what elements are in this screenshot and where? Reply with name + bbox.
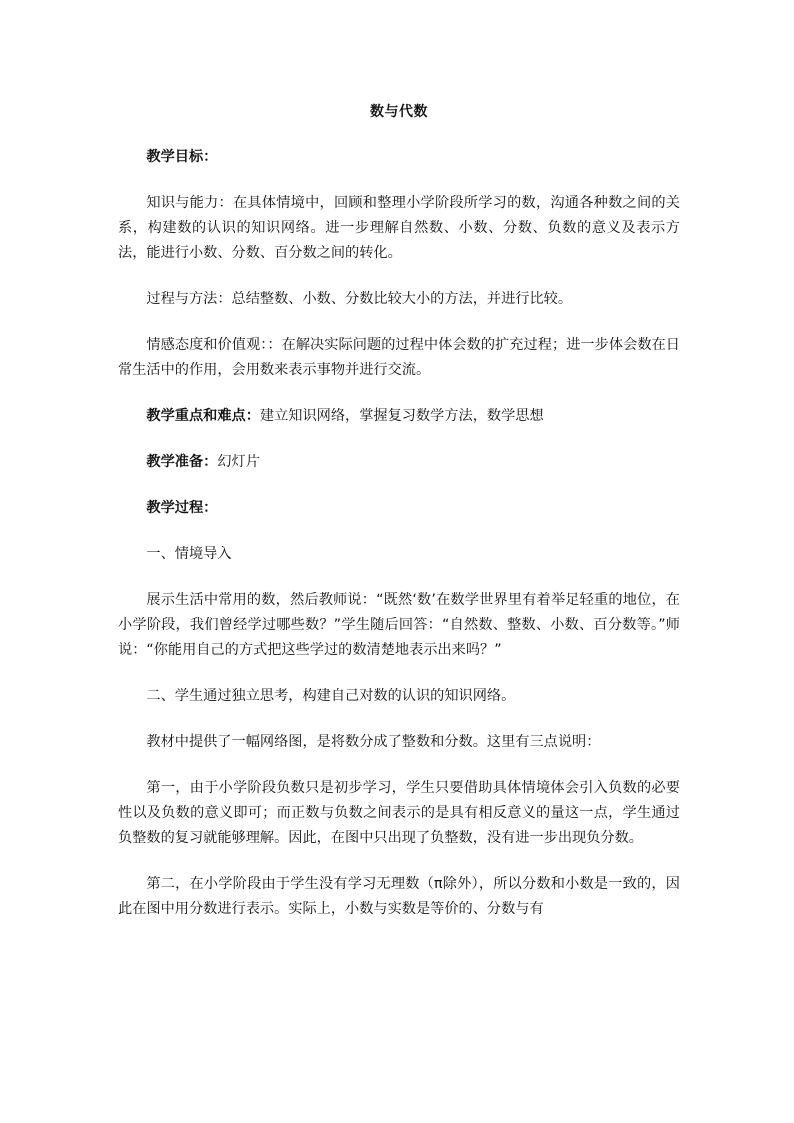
step-two-heading: 二、学生通过独立思考，构建自己对数的认识的知识网络。 <box>146 688 516 704</box>
preparation-text: 幻灯片 <box>217 454 260 470</box>
step-one-heading: 一、情境导入 <box>146 546 232 562</box>
note-one: 第一，由于小学阶段负数只是初步学习，学生只要借助具体情境体会引入负数的必要性以及负数的意义即可；而正数与负数之间表示的是具有相反意义的量这一点，学生通过负整数的复习就能够理解。因此，在图中只出现了负整数，没有进一步出现负分数。 <box>118 780 680 846</box>
preparation-paragraph <box>118 450 680 475</box>
note-two: 第二，在小学阶段由于学生没有学习无理数（π除外），所以分数和小数是一致的，因此在图中用分数进行表示。实际上，小数与实数是等价的、分数与有 <box>118 876 680 917</box>
key-points-text: 建立知识网络，掌握复习数学方法，数学思想 <box>259 408 544 424</box>
emotion-objective: 情感态度和价值观：：在解决实际问题的过程中体会数的扩充过程；进一步体会数在日常生活中的作用，会用数来表示事物并进行交流。 <box>118 337 680 378</box>
key-points-paragraph <box>118 404 680 429</box>
process-objective: 过程与方法：总结整数、小数、分数比较大小的方法，并进行比较。 <box>146 291 573 307</box>
document-title: 数与代数 <box>370 104 428 120</box>
knowledge-objective: 知识与能力：在具体情境中，回顾和整理小学阶段所学习的数，沟通各种数之间的关系，构建数的认识的知识网络。进一步理解自然数、小数、分数、负数的意义及表示方法，能进行小数、分数、百分数之间的转化。 <box>118 195 680 261</box>
preparation-label: 教学准备： <box>146 454 218 470</box>
step-one-body: 展示生活中常用的数，然后教师说：“既然‘数’在数学世界里有着举足轻重的地位，在小学阶段，我们曾经学过哪些数？”学生随后回答：“自然数、整数、小数、百分数等。”师说：“你能用自己的方式把这些学过的数清楚地表示出来吗？” <box>118 592 680 658</box>
step-two-body: 教材中提供了一幅网络图，是将数分成了整数和分数。这里有三点说明： <box>146 734 601 750</box>
document-body <box>118 101 680 943</box>
process-heading: 教学过程： <box>146 500 218 516</box>
objectives-heading: 教学目标： <box>146 149 218 165</box>
key-points-label: 教学重点和难点： <box>146 408 260 424</box>
